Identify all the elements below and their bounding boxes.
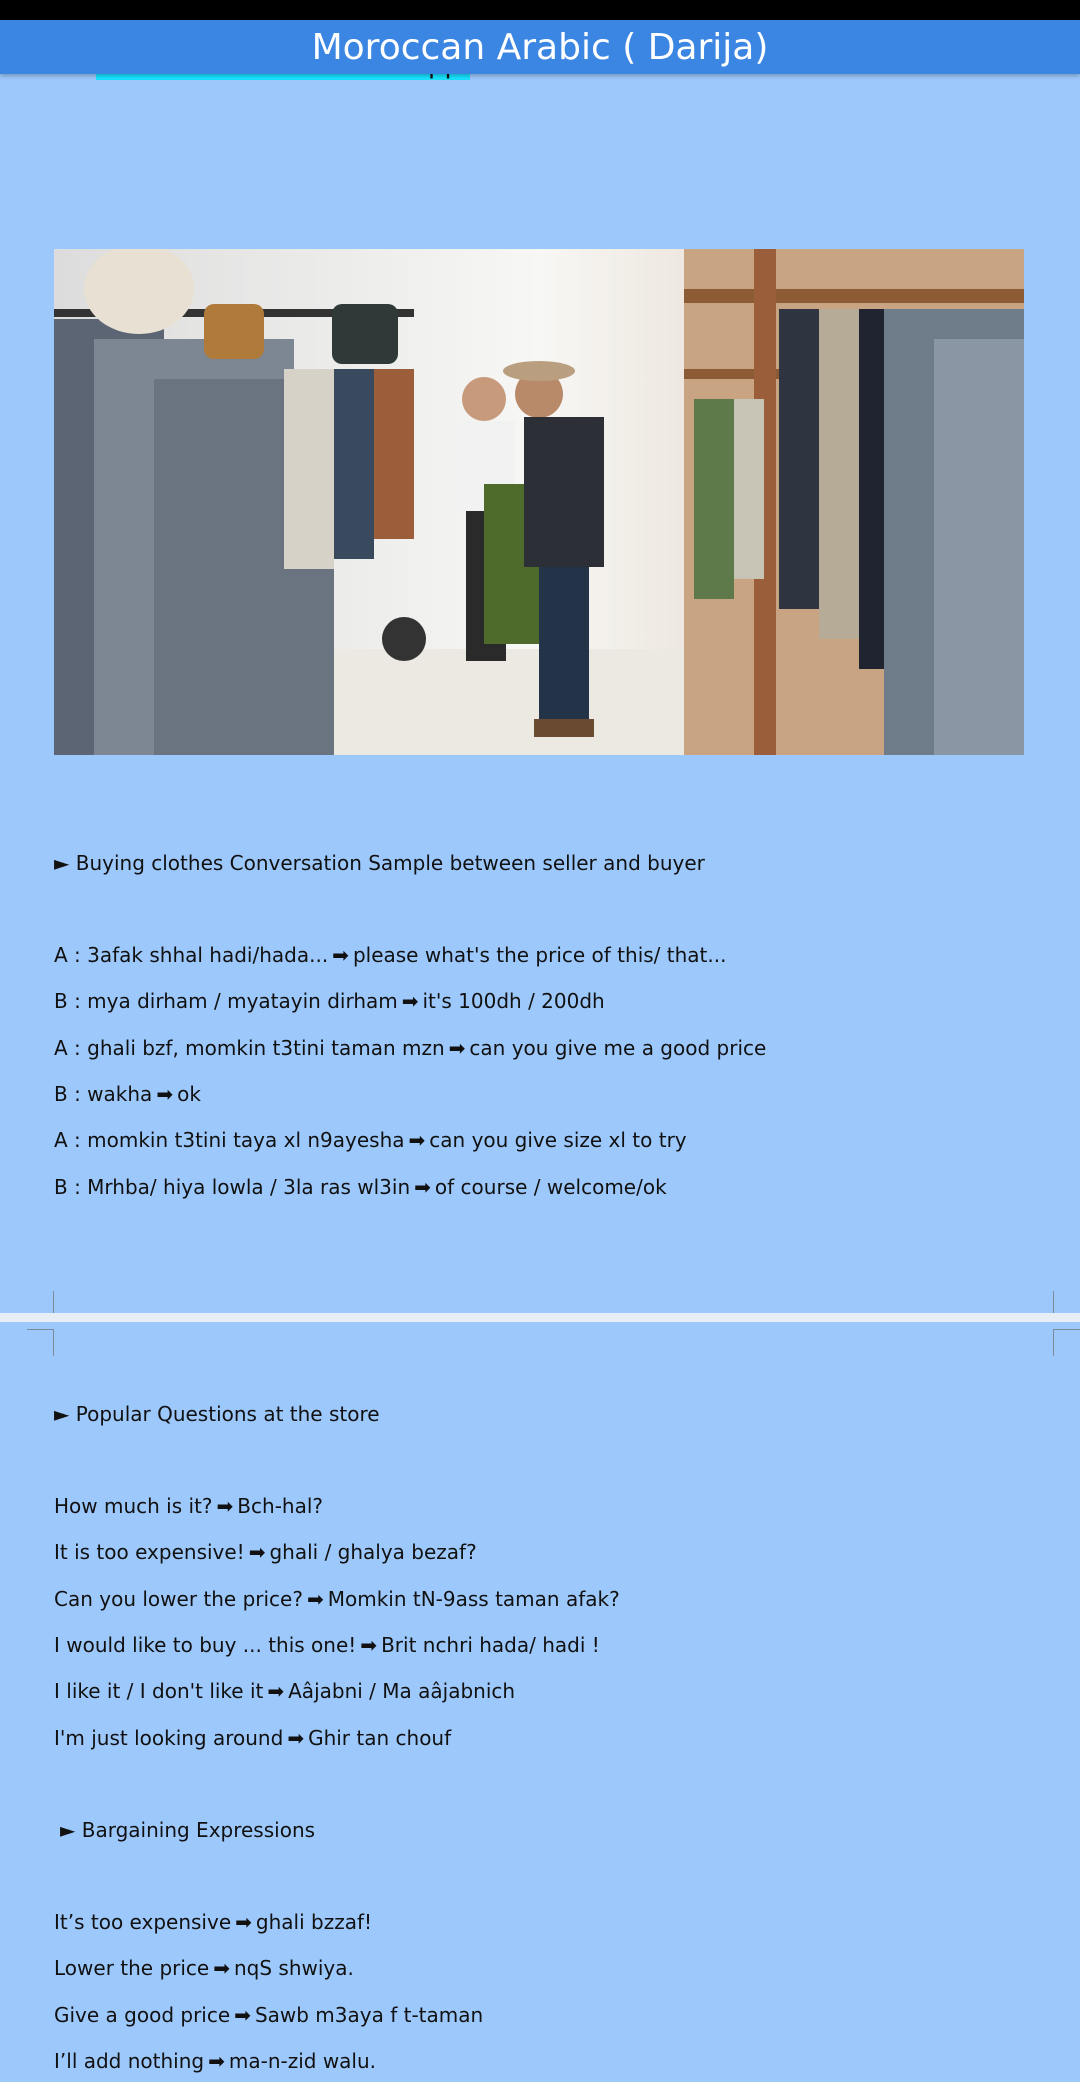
arrow-right-icon: ➡ bbox=[360, 1633, 378, 1657]
arrow-right-icon: ➡ bbox=[287, 1726, 305, 1750]
list-item: B : mya dirham / myatayin dirham ➡ it's 100dh / 200dh bbox=[54, 989, 605, 1013]
list-item: Lower the price ➡ nqS shwiya. bbox=[54, 1956, 354, 1980]
list-item: Give a good price ➡ Sawb m3aya f t-taman bbox=[54, 2003, 484, 2027]
bargaining-heading: ► Bargaining Expressions bbox=[60, 1818, 316, 1842]
list-item: Can you lower the price? ➡ Momkin tN-9ass taman afak? bbox=[54, 1587, 620, 1611]
list-item: B : wakha ➡ ok bbox=[54, 1082, 201, 1106]
page-corner-mark bbox=[27, 1329, 54, 1356]
list-item: I would like to buy ... this one! ➡ Brit nchri hada/ hadi ! bbox=[54, 1633, 600, 1657]
list-item: It is too expensive! ➡ ghali / ghalya bezaf? bbox=[54, 1540, 477, 1564]
arrow-right-icon: ➡ bbox=[448, 1036, 466, 1060]
list-item: I’ll add nothing ➡ ma-n-zid walu. bbox=[54, 2049, 377, 2073]
app-bar bbox=[0, 20, 1080, 74]
arrow-right-icon: ➡ bbox=[332, 943, 349, 967]
page-corner-mark bbox=[1053, 1329, 1080, 1356]
arrow-right-icon: ➡ bbox=[213, 1956, 230, 1980]
arrow-right-icon: ➡ bbox=[235, 1910, 252, 1934]
arrow-right-icon: ➡ bbox=[401, 989, 419, 1013]
arrow-right-icon: ➡ bbox=[156, 1082, 174, 1106]
list-item: A : momkin t3tini taya xl n9ayesha ➡ can you give size xl to try bbox=[54, 1128, 687, 1152]
status-bar bbox=[0, 0, 1080, 20]
arrow-right-icon: ➡ bbox=[267, 1679, 285, 1703]
clothing-store-photo bbox=[54, 249, 1024, 755]
list-item: A : ghali bzf, momkin t3tini taman mzn ➡ can you give me a good price bbox=[54, 1036, 767, 1060]
list-item: I'm just looking around ➡ Ghir tan chouf bbox=[54, 1726, 452, 1750]
list-item: A : 3afak shhal hadi/hada... ➡ please what's the price of this/ that... bbox=[54, 943, 727, 967]
arrow-right-icon: ➡ bbox=[208, 2049, 225, 2073]
questions-heading: ► Popular Questions at the store bbox=[54, 1402, 380, 1426]
arrow-right-icon: ➡ bbox=[306, 1587, 324, 1611]
page-break bbox=[0, 1313, 1080, 1322]
arrow-right-icon: ➡ bbox=[234, 2003, 251, 2027]
list-item: B : Mrhba/ hiya lowla / 3la ras wl3in ➡ of course / welcome/ok bbox=[54, 1175, 667, 1199]
arrow-right-icon: ➡ bbox=[216, 1494, 234, 1518]
arrow-right-icon: ➡ bbox=[248, 1540, 266, 1564]
app-title: Moroccan Arabic ( Darija) bbox=[311, 26, 769, 68]
conversation-heading: ► Buying clothes Conversation Sample between seller and buyer bbox=[54, 851, 705, 875]
arrow-right-icon: ➡ bbox=[408, 1128, 426, 1152]
list-item: How much is it? ➡ Bch-hal? bbox=[54, 1494, 324, 1518]
list-item: It’s too expensive ➡ ghali bzzaf! bbox=[54, 1910, 373, 1934]
list-item: I like it / I don't like it ➡ Aâjabni / Ma aâjabnich bbox=[54, 1679, 516, 1703]
arrow-right-icon: ➡ bbox=[414, 1175, 431, 1199]
scrolled-heading-highlight bbox=[96, 74, 470, 80]
